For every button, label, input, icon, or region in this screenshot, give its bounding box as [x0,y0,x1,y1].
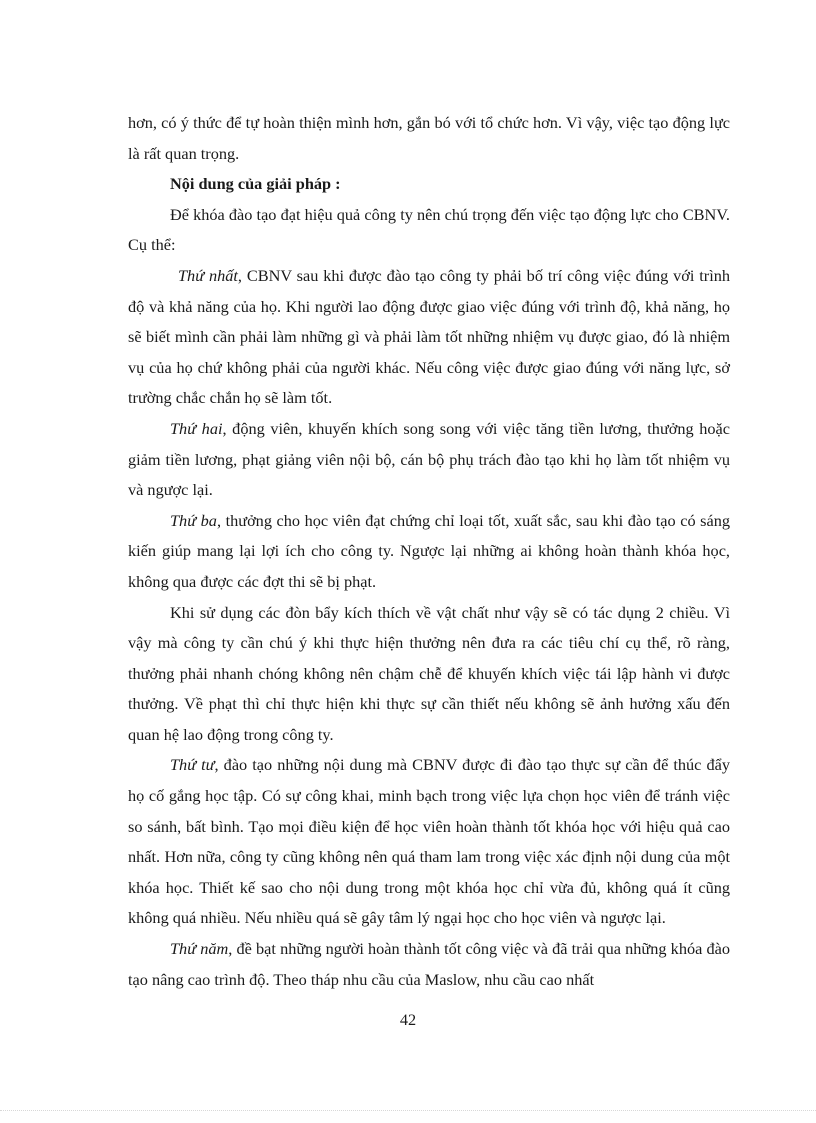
paragraph-third: Thứ ba, thưởng cho học viên đạt chứng chỉ loại tốt, xuất sắc, sau khi đào tạo có sáng kiến giúp mang lại lợi ích cho công ty. Ngược lại những ai không hoàn thành khóa học, không qua được các đợt thi sẽ bị phạt. [128,510,731,591]
section-heading: Nội dung của giải pháp : [170,174,341,194]
paragraph-leverage: Khi sử dụng các đòn bẩy kích thích về vật chất như vậy sẽ có tác dụng 2 chiều. Vì vậy mà công ty cần chú ý khi thực hiện thưởng nên đưa ra các tiêu chí cụ thể, rõ ràng, thưởng phải nhanh chóng không nên chậm chễ để khuyến khích việc tái lập hành vi được thưởng. Về phạt thì chỉ thực hiện khi thực sự cần thiết nếu không sẽ ảnh hưởng xấu đến quan hệ lao động trong công ty. [128,602,730,744]
page-bottom-divider [0,1110,816,1111]
page-number: 42 [399,1010,417,1029]
paragraph-continuation: hơn, có ý thức để tự hoàn thiện mình hơn, gắn bó với tổ chức hơn. Vì vậy, việc tạo động lực là rất quan trọng. [128,113,730,163]
paragraph-first: Thứ nhất, CBNV sau khi được đào tạo công ty phải bố trí công việc đúng với trình độ và khả năng của họ. Khi người lao động được giao việc đúng với trình độ, khả năng, họ sẽ biết mình cần phải làm những gì và phải làm tốt những nhiệm vụ được giao, đó là nhiệm vụ của họ chứ không phải của người khác. Nếu công việc được giao đúng với năng lực, sở trường chắc chắn họ sẽ làm tốt. [128,265,731,408]
paragraph-second: Thứ hai, động viên, khuyến khích song song với việc tăng tiền lương, thưởng hoặc giảm tiền lương, phạt giảng viên nội bộ, cán bộ phụ trách đào tạo khi họ làm tốt nhiệm vụ và ngược lại. [128,418,731,500]
document-body [128,108,730,995]
paragraph-intro: Để khóa đào tạo đạt hiệu quả công ty nên chú trọng đến việc tạo động lực cho CBNV. Cụ thể: [128,204,730,255]
paragraph-fourth: Thứ tư, đào tạo những nội dung mà CBNV được đi đào tạo thực sự cần để thúc đẩy họ cố gắng học tập. Có sự công khai, minh bạch trong việc lựa chọn học viên để tránh việc so sánh, bất bình. Tạo mọi điều kiện để học viên hoàn thành tốt khóa học với hiệu quả cao nhất. Hơn nữa, công ty cũng không nên quá tham lam trong việc xác định nội dung của một khóa học. Thiết kế sao cho nội dung trong một khóa học chỉ vừa đủ, không quá ít cũng không quá nhiều. Nếu nhiều quá sẽ gây tâm lý ngại học cho học viên và ngược lại. [128,755,730,928]
paragraph-fifth: Thứ năm, đề bạt những người hoàn thành tốt công việc và đã trải qua những khóa đào tạo nâng cao trình độ. Theo tháp nhu cầu của Maslow, nhu cầu cao nhất [128,939,730,989]
